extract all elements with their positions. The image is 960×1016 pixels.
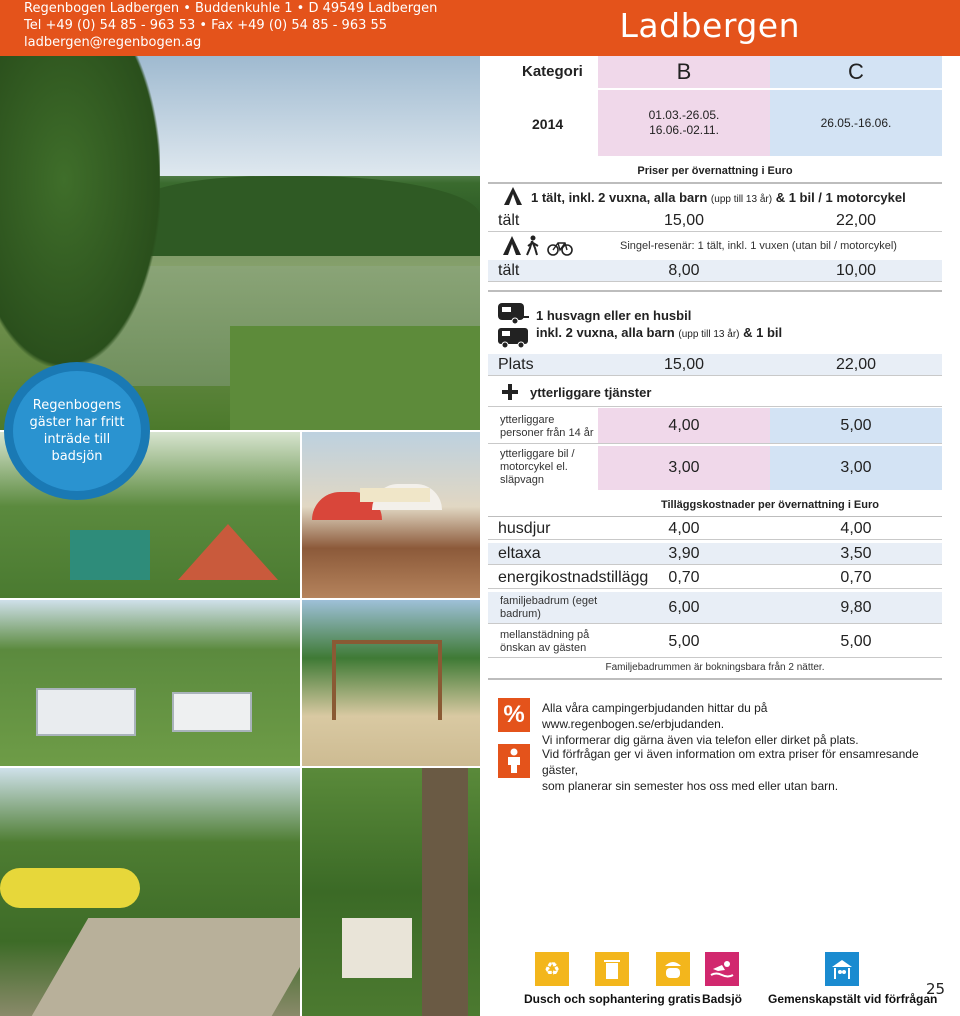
percent-icon: % xyxy=(498,698,530,732)
price-b: 5,00 xyxy=(668,632,700,650)
tent-title-small: (upp till 13 år) xyxy=(710,194,773,205)
page-number: 25 xyxy=(926,980,946,998)
row-label: Plats xyxy=(498,355,534,373)
facility-label: Gemenskapstält vid förfrågan xyxy=(768,992,938,1006)
single-info-line2: som planerar sin semester hos oss med eller utan barn. xyxy=(542,779,839,793)
caravan-title-main: inkl. 2 vuxna, alla barn xyxy=(536,325,675,340)
row-label: husdjur xyxy=(498,519,551,537)
row-label: ytterliggare bil / motorcykel el. släpvagn xyxy=(500,448,575,486)
price-b: 15,00 xyxy=(663,211,705,229)
price-c: 9,80 xyxy=(840,598,872,616)
price-b: 4,00 xyxy=(668,416,700,434)
caravan-title-end: & 1 bil xyxy=(743,325,783,340)
season-row xyxy=(488,90,942,156)
divider xyxy=(488,406,942,407)
price-b: 3,90 xyxy=(668,544,700,562)
row-label: energikostnadstillägg xyxy=(498,568,649,586)
prices-heading: Priser per övernattning i Euro xyxy=(637,165,793,177)
surcharges-heading: Tilläggskostnader per övernattning i Euro xyxy=(660,499,879,511)
row-label: tält xyxy=(498,261,520,279)
price-c: 22,00 xyxy=(835,211,877,229)
contact-email[interactable]: ladbergen@regenbogen.ag xyxy=(24,35,202,50)
year-label: 2014 xyxy=(532,116,564,132)
person-icon xyxy=(498,744,530,778)
price-c: 3,50 xyxy=(840,544,872,562)
lake-access-badge xyxy=(4,362,150,500)
extra-vehicle-row xyxy=(488,446,942,490)
shower-icon xyxy=(656,952,690,986)
facility-lake xyxy=(702,952,742,1006)
plus-icon xyxy=(502,384,518,400)
row-label: tält xyxy=(498,211,520,229)
single-price-row xyxy=(488,260,942,282)
extra-persons-row xyxy=(488,408,942,444)
period-b xyxy=(598,108,770,138)
period-b-line2: 16.06.-02.11. xyxy=(649,123,719,137)
offers-info-line2: Vi informerar dig gärna även via telefon eller dirket på plats. xyxy=(542,733,859,747)
surcharge-row xyxy=(488,592,942,624)
swimmer-icon xyxy=(705,952,739,986)
tent-title-end: & 1 bil / 1 motorcykel xyxy=(775,190,906,205)
page-header xyxy=(0,0,960,56)
page-title: Ladbergen xyxy=(619,6,800,45)
tent-title-main: 1 tält, inkl. 2 vuxna, alla barn xyxy=(531,190,708,205)
price-b: 4,00 xyxy=(668,519,700,537)
facility-label: Dusch och sophantering gratis xyxy=(524,992,701,1006)
period-c: 26.05.-16.06. xyxy=(820,116,892,130)
surcharge-row xyxy=(488,626,942,658)
divider xyxy=(488,678,942,680)
row-label: familjebadrum (eget badrum) xyxy=(500,595,598,620)
playground-photo xyxy=(302,600,480,766)
surcharge-row xyxy=(488,518,942,540)
caravan-icon xyxy=(497,302,529,348)
cafe-terrace-photo xyxy=(302,432,480,598)
facility-shower-recycling xyxy=(524,952,701,1006)
price-c: 3,00 xyxy=(840,459,872,476)
offers-info-line1: Alla våra campingerbjudanden hittar du på www.regenbogen.se/erbjudanden. xyxy=(542,701,768,731)
reading-guests-photo xyxy=(302,768,480,1016)
single-info-line1: Vid förfrågan ger vi även information om extra priser för ensamresande gäster, xyxy=(542,747,919,777)
category-b: B xyxy=(676,59,692,84)
divider xyxy=(488,290,942,292)
single-traveller-info xyxy=(542,746,942,794)
caravan-pitch-photo xyxy=(0,600,300,766)
price-c: 10,00 xyxy=(835,261,877,279)
price-c: 0,70 xyxy=(840,568,872,586)
row-label: ytterliggare personer från 14 år xyxy=(500,414,594,439)
price-c: 4,00 xyxy=(840,519,872,537)
facility-label: Badsjö xyxy=(702,992,743,1006)
extras-title: ytterliggare tjänster xyxy=(530,385,652,400)
caravan-title-small: (upp till 13 år) xyxy=(678,329,740,340)
contact-info xyxy=(24,0,437,51)
recycling-icon: ♻ xyxy=(535,952,569,986)
category-header-row xyxy=(488,56,942,88)
price-c: 5,00 xyxy=(840,632,872,650)
single-traveller-title: Singel-resenär: 1 tält, inkl. 1 vuxen (utan bil / motorcykel) xyxy=(620,240,897,252)
contact-address: Regenbogen Ladbergen • Buddenkuhle 1 • D 49549 Ladbergen xyxy=(24,1,438,16)
price-b: 0,70 xyxy=(668,568,700,586)
row-label: eltaxa xyxy=(498,544,541,562)
row-label: mellanstädning på önskan av gästen xyxy=(500,629,590,654)
divider xyxy=(488,516,942,517)
caravan-title-line2 xyxy=(536,325,782,340)
price-b: 8,00 xyxy=(668,261,700,279)
price-b: 15,00 xyxy=(663,355,705,373)
bathroom-note: Familjebadrummen är bokningsbara från 2 nätter. xyxy=(605,662,825,673)
badge-text: Regenbogens gäster har fritt inträde till badsjön xyxy=(29,398,125,464)
period-b-line1: 01.03.-26.05. xyxy=(648,108,720,122)
price-c: 5,00 xyxy=(840,416,872,434)
price-b: 3,00 xyxy=(668,459,700,476)
category-c: C xyxy=(848,59,864,84)
surcharge-row xyxy=(488,543,942,565)
offers-info xyxy=(542,700,942,748)
plats-price-row xyxy=(488,354,942,376)
surcharge-row xyxy=(488,567,942,589)
price-b: 6,00 xyxy=(668,598,700,616)
single-traveller-icons xyxy=(503,235,573,257)
trash-bin-icon xyxy=(595,952,629,986)
category-label: Kategori xyxy=(522,63,583,80)
cyclists-photo xyxy=(0,768,300,1016)
price-c: 22,00 xyxy=(835,355,877,373)
caravan-title-line1: 1 husvagn eller en husbil xyxy=(536,308,692,323)
tent-price-row xyxy=(488,210,942,232)
pavilion-icon xyxy=(825,952,859,986)
contact-phone: Tel +49 (0) 54 85 - 963 53 • Fax +49 (0) 54 85 - 963 55 xyxy=(24,18,388,33)
divider xyxy=(488,182,942,184)
tent-icon xyxy=(503,186,523,206)
tent-section-title xyxy=(531,190,906,205)
